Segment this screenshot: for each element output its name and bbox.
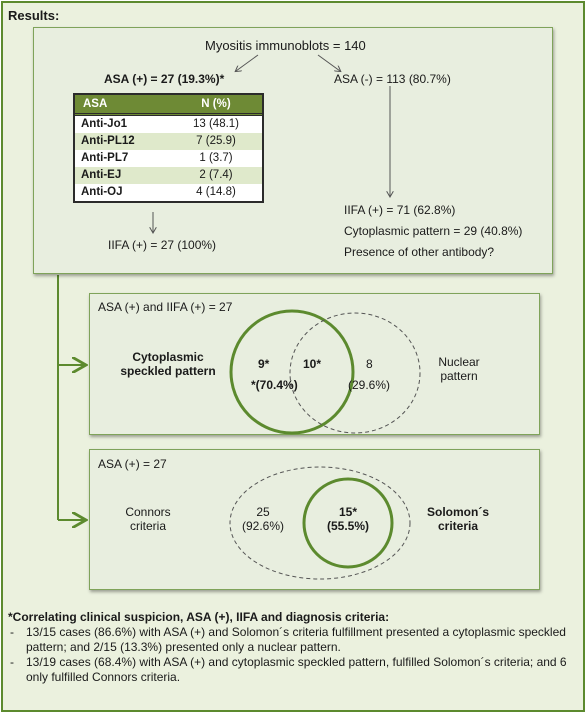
connors-count: 25 [256, 505, 270, 519]
table-cell-name: Anti-PL7 [81, 152, 129, 164]
table-cell-value: 4 (14.8) [196, 186, 236, 198]
nuclear-label-line1: Nuclear [438, 355, 480, 369]
n-col-header: N (%) [201, 98, 231, 110]
venn1-title: ASA (+) and IIFA (+) = 27 [98, 300, 233, 314]
notes [8, 610, 580, 685]
asa-col-header: ASA [83, 98, 108, 110]
nuclear-percent: (29.6%) [348, 378, 391, 392]
cytoplasmic-only-count: 9* [258, 357, 270, 371]
note-bullet: - [10, 625, 14, 639]
cytoplasmic-label-line1: Cytoplasmic [132, 350, 204, 364]
venn2-title: ASA (+) = 27 [98, 457, 167, 471]
solomon-percent: (55.5%) [326, 519, 370, 533]
cytoplasmic-pattern-count: Cytoplasmic pattern = 29 (40.8%) [344, 224, 523, 238]
iifa-positive-asa: IIFA (+) = 27 (100%) [108, 238, 217, 252]
notes-heading: *Correlating clinical suspicion, ASA (+), IIFA and diagnosis criteria: [8, 610, 390, 624]
table-cell-value: 1 (3.7) [199, 152, 233, 164]
cytoplasmic-percent: *(70.4%) [251, 378, 298, 392]
asa-positive: ASA (+) = 27 (19.3%)* [104, 72, 225, 86]
table-cell-value: 13 (48.1) [192, 118, 240, 130]
connors-only [233, 505, 293, 533]
cytoplasmic-label-line2: speckled pattern [120, 364, 216, 378]
note-text: 13/19 cases (68.4%) with ASA (+) and cytoplasmic speckled pattern, fulfilled Solomon´s criteria; and 6 only fulfilled Connors criteria. [26, 655, 567, 684]
table-cell-name: Anti-PL12 [81, 135, 135, 147]
results-title: Results: [8, 8, 60, 23]
connors-percent: (92.6%) [241, 519, 285, 533]
solomon-label-line1: Solomon´s [427, 505, 489, 519]
table-cell-value: 7 (25.9) [196, 135, 236, 147]
connors-label-line1: Connors [125, 505, 171, 519]
solomon-count: 15* [338, 505, 358, 519]
solomon-label-line2: criteria [437, 519, 479, 533]
solomon-label [418, 505, 498, 533]
total-immunoblots: Myositis immunoblots = 140 [205, 38, 366, 53]
iifa-positive-neg: IIFA (+) = 71 (62.8%) [344, 203, 456, 217]
connors-label-line2: criteria [129, 519, 166, 533]
asa-negative: ASA (-) = 113 (80.7%) [334, 72, 451, 86]
nuclear-only-count: 8 [366, 357, 373, 371]
table-cell-value: 2 (7.4) [199, 169, 233, 181]
note-item [8, 655, 580, 685]
table-cell-name: Anti-EJ [81, 169, 122, 181]
connors-label [108, 505, 188, 533]
table-cell-name: Anti-OJ [81, 186, 123, 198]
solomon-inner [318, 505, 378, 533]
note-item [8, 625, 580, 655]
note-text: 13/15 cases (86.6%) with ASA (+) and Solomon´s criteria fulfillment presented a cytoplasmic speckled pattern; and 2/15 (13.3%) presented only a nuclear pattern. [26, 625, 566, 654]
overlap-count: 10* [303, 357, 322, 371]
other-antibody-question: Presence of other antibody? [344, 245, 495, 259]
table-cell-name: Anti-Jo1 [81, 118, 127, 130]
nuclear-label-line2: pattern [440, 369, 478, 383]
note-bullet: - [10, 655, 14, 669]
